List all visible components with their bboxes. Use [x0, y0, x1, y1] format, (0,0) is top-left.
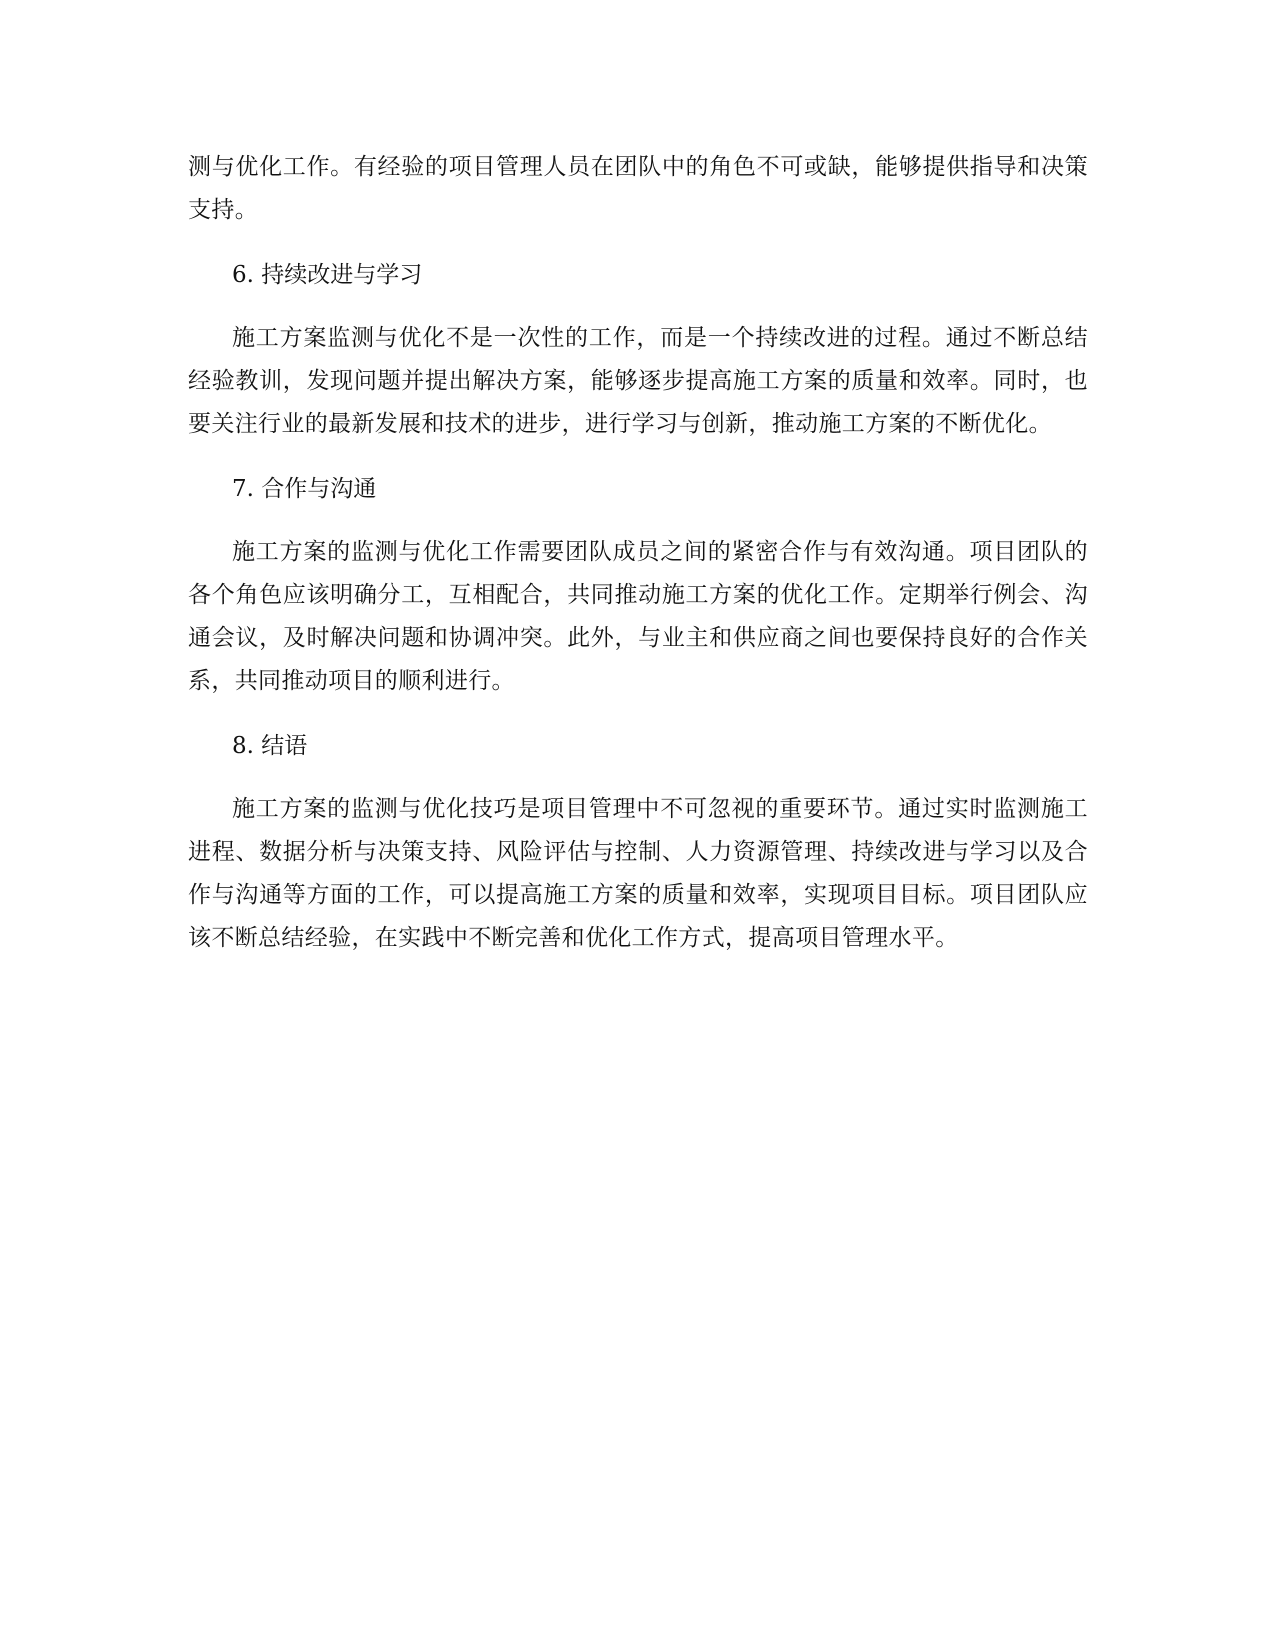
section-body-7: 施工方案的监测与优化工作需要团队成员之间的紧密合作与有效沟通。项目团队的各个角色应该明确分工，互相配合，共同推动施工方案的优化工作。定期举行例会、沟通会议，及时解决问题和协调冲突。此外，与业主和供应商之间也要保持良好的合作关系，共同推动项目的顺利进行。 — [188, 539, 1088, 694]
section-body-6: 施工方案监测与优化不是一次性的工作，而是一个持续改进的过程。通过不断总结经验教训，发现问题并提出解决方案，能够逐步提高施工方案的质量和效率。同时，也要关注行业的最新发展和技术的进步，进行学习与创新，推动施工方案的不断优化。 — [188, 325, 1088, 437]
spacer — [188, 511, 1088, 531]
spacer — [188, 232, 1088, 254]
spacer — [188, 768, 1088, 788]
section-heading-8: 8. 结语 — [232, 733, 308, 759]
section-heading-6: 6. 持续改进与学习 — [232, 262, 423, 288]
spacer — [188, 446, 1088, 468]
section-body-8: 施工方案的监测与优化技巧是项目管理中不可忽视的重要环节。通过实时监测施工进程、数据分析与决策支持、风险评估与控制、人力资源管理、持续改进与学习以及合作与沟通等方面的工作，可以提高施工方案的质量和效率，实现项目目标。项目团队应该不断总结经验，在实践中不断完善和优化工作方式，提高项目管理水平。 — [188, 796, 1088, 951]
spacer — [188, 703, 1088, 725]
section-heading-7: 7. 合作与沟通 — [232, 476, 377, 502]
document-page — [188, 146, 1088, 960]
continued-paragraph: 测与优化工作。有经验的项目管理人员在团队中的角色不可或缺，能够提供指导和决策支持。 — [188, 154, 1088, 223]
spacer — [188, 297, 1088, 317]
